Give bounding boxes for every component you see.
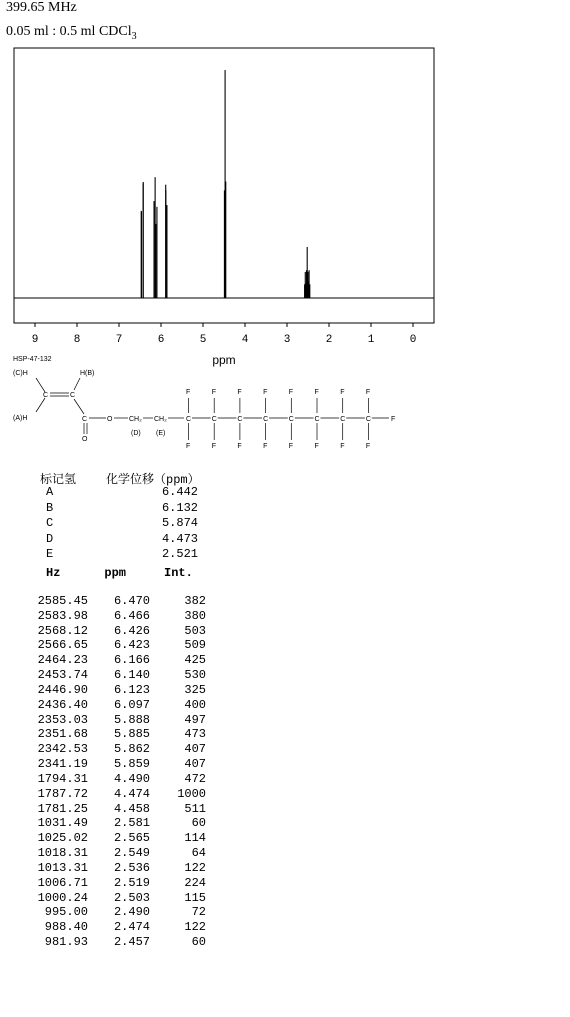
peak-ppm: 6.423 bbox=[113, 638, 150, 653]
peak-int: 224 bbox=[184, 875, 206, 890]
chain-fluorine-bottom: F bbox=[340, 443, 345, 450]
peak-hz: 2566.65 bbox=[37, 638, 88, 653]
table-row bbox=[30, 861, 206, 876]
chain-fluorine-top: F bbox=[186, 389, 191, 396]
peak-ppm: 2.549 bbox=[113, 846, 150, 861]
x-tick-label: 5 bbox=[199, 334, 207, 346]
table-row bbox=[30, 846, 206, 861]
bond-ah-c bbox=[36, 398, 45, 412]
chain-fluorine-top: F bbox=[365, 389, 371, 396]
shift-row bbox=[40, 485, 200, 500]
chain-fluorine-bottom: F bbox=[211, 443, 216, 450]
chain-carbon: C bbox=[365, 416, 371, 423]
table-row bbox=[30, 876, 206, 891]
shift-label: B bbox=[46, 500, 54, 515]
table-row bbox=[30, 787, 206, 802]
peak-ppm: 2.503 bbox=[113, 890, 150, 905]
chain-fluorine-top: F bbox=[288, 389, 294, 396]
shift-row bbox=[40, 532, 200, 547]
shift-label: A bbox=[46, 485, 54, 500]
atom-f-terminal: F bbox=[391, 416, 396, 423]
table-row bbox=[30, 920, 206, 935]
peak-int: 115 bbox=[184, 890, 206, 905]
chain-fluorine-bottom: F bbox=[237, 443, 242, 450]
x-tick-label: 8 bbox=[73, 334, 81, 346]
peak-ppm: 4.474 bbox=[113, 786, 150, 801]
x-tick-label: 1 bbox=[367, 334, 375, 346]
peak-int: 497 bbox=[184, 712, 206, 727]
shift-label: E bbox=[46, 546, 54, 561]
peak-hz: 2464.23 bbox=[37, 653, 88, 668]
table-row bbox=[30, 727, 206, 742]
table-row bbox=[30, 698, 206, 713]
peak-int: 503 bbox=[184, 623, 206, 638]
peak-hz: 1006.71 bbox=[37, 875, 88, 890]
peak-hz: 1787.72 bbox=[37, 786, 88, 801]
shift-value: 6.132 bbox=[161, 500, 198, 515]
peak-ppm: 5.885 bbox=[113, 727, 150, 742]
header-shift: 化学位移（ppm） bbox=[106, 473, 200, 487]
peak-hz: 1025.02 bbox=[37, 831, 88, 846]
peak-hz: 1013.31 bbox=[37, 860, 88, 875]
nmr-spectrum-chart bbox=[0, 40, 570, 370]
peak-hz: 2446.90 bbox=[37, 682, 88, 697]
label-e: (E) bbox=[156, 430, 166, 437]
peak-ppm: 6.097 bbox=[113, 697, 150, 712]
peak-int: 509 bbox=[184, 638, 206, 653]
peak-int: 64 bbox=[191, 846, 206, 861]
peak-int: 473 bbox=[184, 727, 206, 742]
peak-int: 60 bbox=[191, 816, 206, 831]
chain-carbon: C bbox=[314, 416, 320, 423]
table-row bbox=[30, 935, 206, 950]
peak-ppm: 6.123 bbox=[113, 682, 150, 697]
peak-ppm: 2.519 bbox=[113, 875, 150, 890]
peak-hz: 2453.74 bbox=[37, 668, 88, 683]
peak-hz: 1000.24 bbox=[37, 890, 88, 905]
peak-ppm: 6.166 bbox=[113, 653, 150, 668]
bond-hb-c bbox=[74, 378, 80, 390]
peak-int: 530 bbox=[184, 668, 206, 683]
shift-row bbox=[40, 501, 200, 516]
peak-table-header bbox=[46, 566, 193, 580]
chain-carbon: C bbox=[340, 416, 346, 423]
chain-fluorine-top: F bbox=[211, 389, 216, 396]
peak-ppm: 4.490 bbox=[113, 771, 150, 786]
x-tick-label: 3 bbox=[283, 334, 291, 346]
peak-hz: 2342.53 bbox=[37, 742, 88, 757]
sample-code: HSP-47-132 bbox=[13, 356, 52, 363]
peak-int: 511 bbox=[184, 801, 206, 816]
table-row bbox=[30, 668, 206, 683]
chain-fluorine-top: F bbox=[263, 389, 268, 396]
x-axis-ticks bbox=[32, 323, 417, 346]
peak-hz: 2353.03 bbox=[37, 712, 88, 727]
chain-carbon: C bbox=[288, 416, 294, 423]
shift-value: 6.442 bbox=[161, 485, 198, 500]
peak-ppm: 6.426 bbox=[113, 623, 150, 638]
table-row bbox=[30, 609, 206, 624]
peak-hz: 995.00 bbox=[44, 905, 88, 920]
chain-fluorine-bottom: F bbox=[314, 443, 319, 450]
peak-ppm: 2.474 bbox=[113, 920, 150, 935]
peak-hz: 2583.98 bbox=[37, 608, 88, 623]
table-row bbox=[30, 638, 206, 653]
peak-int: 472 bbox=[184, 771, 206, 786]
peak-int: 60 bbox=[191, 935, 206, 950]
peak-hz: 2585.45 bbox=[37, 594, 88, 608]
chain-fluorine-top: F bbox=[314, 389, 319, 396]
peak-ppm: 2.490 bbox=[113, 905, 150, 920]
chain-fluorine-top: F bbox=[237, 389, 242, 396]
peak-ppm: 6.140 bbox=[113, 668, 150, 683]
label-d: (D) bbox=[131, 430, 141, 437]
shift-value: 2.521 bbox=[161, 546, 198, 561]
peak-ppm: 5.888 bbox=[113, 712, 150, 727]
atom-o-carbonyl: O bbox=[82, 436, 88, 443]
label-a-h: (A)H bbox=[13, 415, 28, 422]
table-row bbox=[30, 891, 206, 906]
chain-carbon: C bbox=[263, 416, 269, 423]
col-int: Int. bbox=[164, 566, 193, 580]
peak-hz: 981.93 bbox=[44, 935, 88, 950]
peak-int: 72 bbox=[191, 905, 206, 920]
shift-label: C bbox=[46, 516, 54, 531]
peak-ppm: 2.536 bbox=[113, 860, 150, 875]
peak-int: 382 bbox=[184, 594, 206, 608]
table-row bbox=[30, 905, 206, 920]
table-row bbox=[30, 594, 206, 609]
chain-fluorine-bottom: F bbox=[186, 443, 191, 450]
table-row bbox=[30, 653, 206, 668]
peak-ppm: 2.457 bbox=[113, 935, 150, 950]
peak-int: 400 bbox=[184, 697, 206, 712]
peak-ppm: 5.862 bbox=[113, 742, 150, 757]
shift-value: 5.874 bbox=[161, 516, 198, 531]
ch2-d: CH₂ bbox=[129, 416, 142, 423]
perfluoro-chain bbox=[186, 389, 389, 450]
peak-hz: 2351.68 bbox=[37, 727, 88, 742]
bond-ch-c bbox=[36, 378, 45, 392]
shift-assignment-table bbox=[40, 470, 200, 562]
peak-int: 325 bbox=[184, 682, 206, 697]
molecule-structure bbox=[0, 350, 570, 450]
spectrometer-frequency: 399.65 MHz bbox=[6, 0, 77, 15]
atom-o-ester: O bbox=[107, 416, 113, 423]
peak-hz: 1018.31 bbox=[37, 846, 88, 861]
peak-ppm: 6.466 bbox=[113, 608, 150, 623]
shift-row bbox=[40, 547, 200, 562]
col-ppm: ppm bbox=[104, 566, 127, 580]
atom-c-alkene-1: C bbox=[43, 392, 49, 399]
peaks-layer bbox=[141, 70, 310, 298]
peak-hz: 1794.31 bbox=[37, 771, 88, 786]
table-row bbox=[30, 772, 206, 787]
chain-fluorine-top: F bbox=[340, 389, 345, 396]
x-axis-label: ppm bbox=[212, 353, 236, 367]
chain-fluorine-bottom: F bbox=[288, 443, 294, 450]
x-tick-label: 6 bbox=[157, 334, 165, 346]
col-hz: Hz bbox=[46, 566, 61, 580]
table-row bbox=[30, 757, 206, 772]
peak-hz: 1781.25 bbox=[37, 801, 88, 816]
peak-hz: 2436.40 bbox=[37, 697, 88, 712]
peak-hz: 988.40 bbox=[44, 920, 88, 935]
table-row bbox=[30, 816, 206, 831]
table-row bbox=[30, 713, 206, 728]
table-row bbox=[30, 802, 206, 817]
header-label: 标记氢 bbox=[40, 473, 77, 487]
label-h-b: H(B) bbox=[80, 370, 95, 377]
chain-carbon: C bbox=[186, 416, 192, 423]
shift-value: 4.473 bbox=[161, 531, 198, 546]
peak-int: 407 bbox=[184, 757, 206, 772]
peak-ppm: 6.470 bbox=[113, 594, 150, 608]
x-tick-label: 7 bbox=[115, 334, 123, 346]
shift-table-header bbox=[40, 470, 200, 485]
x-tick-label: 9 bbox=[31, 334, 39, 346]
peak-ppm: 5.859 bbox=[113, 757, 150, 772]
shift-label: D bbox=[46, 531, 54, 546]
peak-ppm: 2.581 bbox=[113, 816, 150, 831]
peak-hz: 2568.12 bbox=[37, 623, 88, 638]
chain-fluorine-bottom: F bbox=[365, 443, 371, 450]
peak-int: 380 bbox=[184, 608, 206, 623]
bond-c-carbonyl bbox=[74, 399, 84, 414]
x-tick-label: 2 bbox=[325, 334, 333, 346]
table-row bbox=[30, 831, 206, 846]
ch2-e: CH₂ bbox=[154, 416, 167, 423]
peak-table bbox=[30, 594, 206, 950]
x-tick-label: 0 bbox=[409, 334, 417, 346]
peak-ppm: 2.565 bbox=[113, 831, 150, 846]
label-c-h: (C)H bbox=[13, 370, 28, 377]
atom-c-alkene-2: C bbox=[70, 392, 76, 399]
peak-int: 114 bbox=[184, 831, 206, 846]
solvent-subscript: 3 bbox=[131, 30, 137, 42]
peak-int: 425 bbox=[184, 653, 206, 668]
peak-hz: 2341.19 bbox=[37, 757, 88, 772]
chain-fluorine-bottom: F bbox=[263, 443, 268, 450]
chain-carbon: C bbox=[237, 416, 243, 423]
peak-int: 122 bbox=[184, 920, 206, 935]
atom-c-carbonyl: C bbox=[82, 416, 88, 423]
table-row bbox=[30, 742, 206, 757]
peak-int: 122 bbox=[184, 860, 206, 875]
peak-ppm: 4.458 bbox=[113, 801, 150, 816]
peak-hz: 1031.49 bbox=[37, 816, 88, 831]
x-tick-label: 4 bbox=[241, 334, 249, 346]
peak-int: 407 bbox=[184, 742, 206, 757]
shift-row bbox=[40, 516, 200, 531]
table-row bbox=[30, 624, 206, 639]
chain-carbon: C bbox=[211, 416, 217, 423]
table-row bbox=[30, 683, 206, 698]
peak-int: 1000 bbox=[177, 786, 206, 801]
solvent-ratio-text: 0.05 ml : 0.5 ml CDCl bbox=[6, 24, 132, 39]
